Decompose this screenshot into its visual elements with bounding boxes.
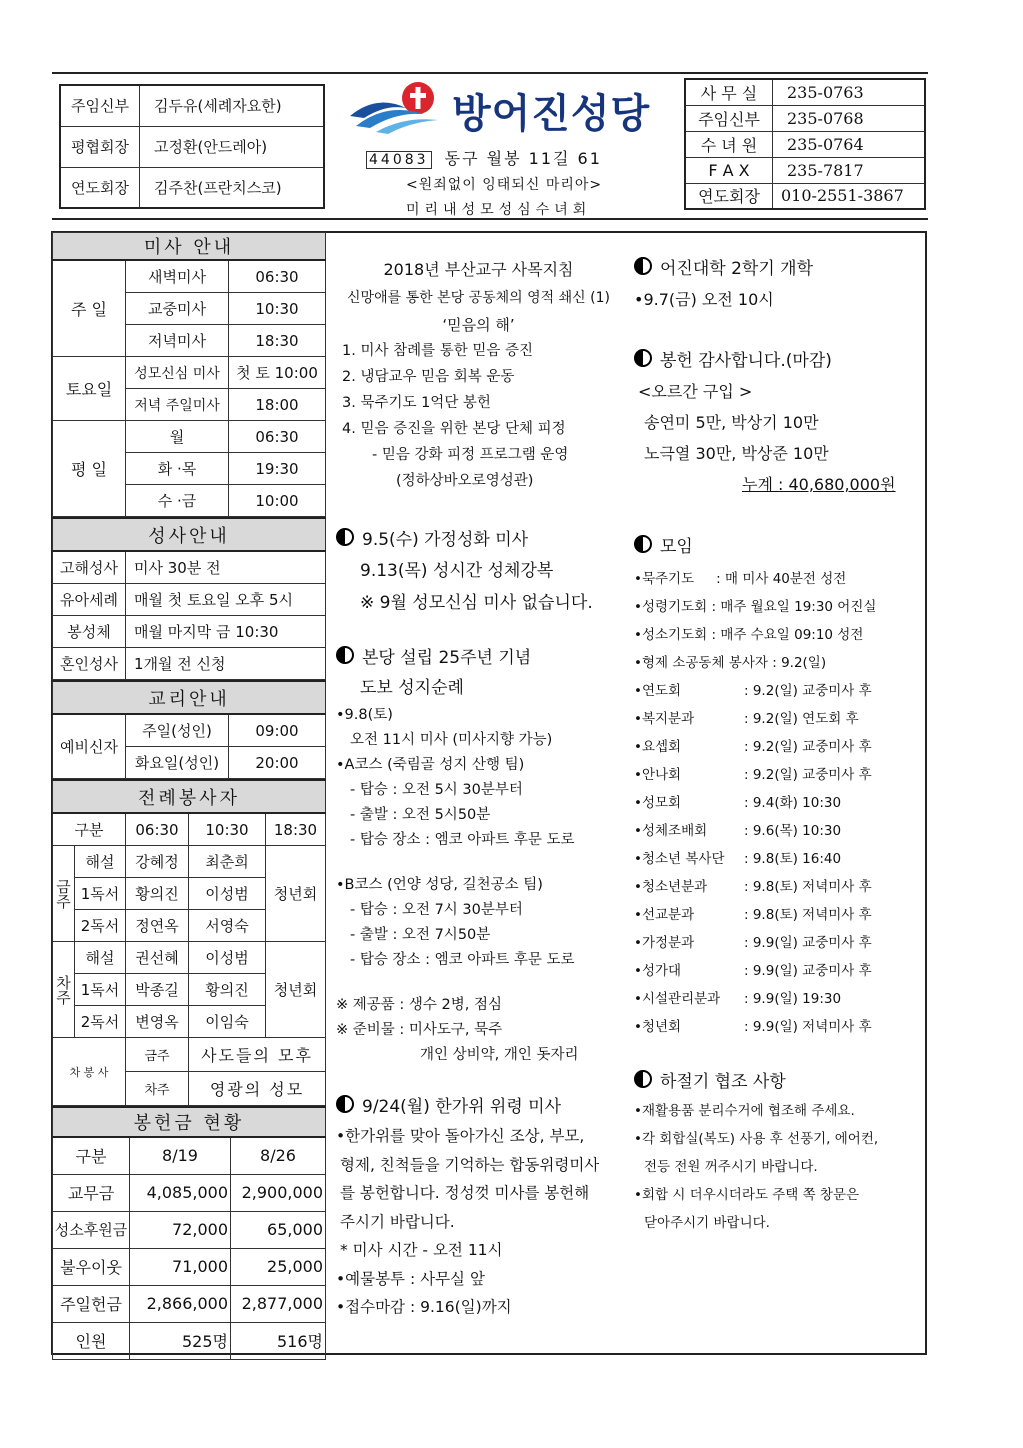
- meeting-item: [634, 677, 924, 705]
- r-sec2-heading: [634, 346, 924, 376]
- offering-label: 교무금: [53, 1174, 130, 1211]
- liturgy-role: 2독서: [75, 910, 126, 942]
- vehicle-group: 사도들의 모후: [189, 1038, 326, 1072]
- officer-role: 연도회장: [60, 167, 140, 208]
- meeting-name: •복지분과: [634, 711, 695, 727]
- offering-value: 72,000: [130, 1211, 231, 1248]
- middle-section-2: [336, 525, 621, 619]
- mass-time: 18:30: [229, 325, 326, 357]
- sacraments-table: [52, 517, 326, 680]
- doctrine-class: 화요일(성인): [126, 747, 229, 779]
- r-sec3-title: 모임: [660, 537, 693, 557]
- meeting-name: •성체조배회: [634, 823, 708, 839]
- guide-title: 2018년 부산교구 사목지침: [383, 260, 574, 279]
- doctrine-class: 주일(성인): [126, 714, 229, 747]
- contact-value: 235-0764: [773, 131, 926, 157]
- sacrament-info: 1개월 전 신청: [126, 648, 326, 680]
- r-sec4-line: 닫아주시기 바랍니다.: [644, 1215, 770, 1231]
- officers-table: [59, 84, 325, 209]
- r-sec1-heading: [634, 254, 924, 284]
- meeting-time: 9.8(토) 16:40: [752, 851, 842, 867]
- doctrine-time: 09:00: [229, 714, 326, 747]
- meeting-time: 매 미사 40분전 성전: [724, 571, 847, 587]
- offering-value: 525명: [130, 1322, 231, 1359]
- sec3-line: ※ 준비물 : 미사도구, 묵주: [336, 1022, 503, 1038]
- meeting-time: 9.9(일) 교중미사 후: [752, 963, 872, 979]
- meeting-name: •요셉회: [634, 739, 682, 755]
- meeting-item: [634, 649, 924, 677]
- middle-section-4: [336, 1092, 621, 1322]
- offering-header: 구분: [53, 1137, 130, 1174]
- meeting-time: 9.2(일) 교중미사 후: [752, 767, 872, 783]
- mass-name: 수 ·금: [126, 485, 229, 517]
- r-sec4-heading: [634, 1067, 924, 1097]
- meeting-time: 9.4(화) 10:30: [752, 795, 842, 811]
- mass-table: [52, 232, 326, 517]
- half-circle-icon: [634, 1070, 652, 1088]
- offering-value: 2,877,000: [231, 1285, 326, 1322]
- meeting-sep: :: [707, 627, 721, 643]
- offering-value: 2,866,000: [130, 1285, 231, 1322]
- sec3-line: •A코스 (죽림골 성지 산행 팀): [336, 757, 525, 773]
- contact-label: F A X: [685, 157, 773, 183]
- liturgy-person: 이성범: [189, 942, 266, 974]
- meeting-sep: :: [744, 795, 753, 811]
- sec4-line: •예물봉투 : 사무실 앞: [336, 1269, 485, 1288]
- meeting-name: •성소기도회: [634, 627, 708, 643]
- meeting-time: 9.8(토) 저녁미사 후: [752, 879, 872, 895]
- doctrine-table: [52, 680, 326, 779]
- mass-day-sunday: 주 일: [53, 260, 126, 357]
- contact-label: 주임신부: [685, 105, 773, 131]
- mass-name: 저녁미사: [126, 325, 229, 357]
- middle-column: [336, 256, 621, 494]
- sec3-line: 오전 11시 미사 (미사지향 가능): [350, 732, 553, 748]
- mass-time: 06:30: [229, 421, 326, 453]
- sec4-line: •접수마감 : 9.16(일)까지: [336, 1298, 512, 1316]
- meeting-name: •성령기도회: [634, 599, 708, 615]
- mass-time: 19:30: [229, 453, 326, 485]
- officer-name: 김두유(세례자요한): [140, 85, 325, 126]
- sec3-line: ※ 제공품 : 생수 2병, 점심: [336, 997, 502, 1013]
- meeting-sep: :: [744, 683, 753, 699]
- right-section-2: [634, 346, 924, 500]
- meeting-item: [634, 873, 924, 901]
- sec2-line: 9.5(수) 가정성화 미사: [362, 530, 529, 550]
- meeting-sep: :: [744, 1019, 753, 1035]
- guide-item: (정하상바오로영성관): [396, 473, 534, 489]
- contact-label: 수 녀 원: [685, 131, 773, 157]
- r-sec3-heading: [634, 532, 924, 562]
- guide-subtitle: 신망애를 통한 본당 공동체의 영적 쇄신 (1): [347, 290, 610, 306]
- meeting-name: •연도회: [634, 683, 682, 699]
- mass-day-weekday: 평 일: [53, 421, 126, 517]
- meeting-time: 9.2(일) 교중미사 후: [752, 739, 872, 755]
- mass-name: 월: [126, 421, 229, 453]
- meeting-time: 9.6(목) 10:30: [752, 823, 842, 839]
- church-name: 방어진성당: [452, 91, 651, 137]
- meeting-item: [634, 761, 924, 789]
- half-circle-icon: [634, 349, 652, 367]
- sec3-line: •9.8(토): [336, 707, 393, 723]
- meeting-time: 매주 월요일 19:30 어진실: [720, 599, 877, 615]
- mass-name: 성모신심 미사: [126, 357, 229, 389]
- mass-title: 미사 안내: [53, 233, 326, 261]
- meeting-item: [634, 845, 924, 873]
- r-sec2-line: 송연미 5만, 박상기 10만: [644, 413, 819, 432]
- offering-header: 8/26: [231, 1137, 326, 1174]
- mass-name: 교중미사: [126, 293, 229, 325]
- meeting-sep: :: [744, 711, 753, 727]
- right-column: [634, 254, 924, 316]
- sacrament-name: 혼인성사: [53, 648, 126, 680]
- sisters: 미리내성모성심수녀회: [406, 202, 592, 218]
- address: 동구 월봉 11길 61: [444, 149, 602, 168]
- meeting-time: 매주 수요일 09:10 성전: [720, 627, 864, 643]
- r-sec2-total: 누계 : 40,680,000원: [742, 475, 896, 494]
- sec3-line: - 출발 : 오전 7시50분: [350, 927, 491, 943]
- mass-time: 06:30: [229, 260, 326, 293]
- meeting-item: [634, 593, 924, 621]
- liturgy-week-label: 차주: [53, 942, 75, 1038]
- meeting-name: •가정분과: [634, 935, 695, 951]
- liturgy-evening: 청년회: [266, 942, 326, 1038]
- sec4-line: 를 봉헌합니다. 정성껏 미사를 봉헌해: [340, 1184, 590, 1202]
- liturgy-person: 강혜정: [126, 846, 189, 878]
- right-section-3: [634, 532, 924, 1041]
- meeting-item: [634, 929, 924, 957]
- meeting-time: 9.2(일) 연도회 후: [752, 711, 859, 727]
- liturgy-header: 18:30: [266, 813, 326, 846]
- contact-value: 010-2551-3867: [773, 183, 926, 209]
- sacrament-info: 미사 30분 전: [126, 551, 326, 584]
- contact-value: 235-7817: [773, 157, 926, 183]
- r-sec4-line: •각 회합실(복도) 사용 후 선풍기, 에어컨,: [634, 1131, 879, 1147]
- sacrament-name: 유아세례: [53, 584, 126, 616]
- contact-value: 235-0763: [773, 79, 926, 105]
- liturgy-person: 이임숙: [189, 1006, 266, 1038]
- address-line: [366, 146, 602, 169]
- right-section-4: [634, 1067, 924, 1237]
- offering-value: 71,000: [130, 1248, 231, 1285]
- sec4-line: 형제, 친척들을 기억하는 합동위령미사: [340, 1155, 600, 1174]
- r-sec4-line: •회합 시 더우시더라도 주택 쪽 창문은: [634, 1187, 860, 1203]
- officer-name: 고정환(안드레아): [140, 126, 325, 167]
- liturgy-role: 해설: [75, 846, 126, 878]
- mass-name: 새벽미사: [126, 260, 229, 293]
- guide-item: 4. 믿음 증진을 위한 본당 단체 피정: [342, 421, 566, 437]
- offering-value: 2,900,000: [231, 1174, 326, 1211]
- half-circle-icon: [634, 257, 652, 275]
- meeting-sep: :: [744, 991, 753, 1007]
- meeting-name: •선교분과: [634, 907, 695, 923]
- liturgy-person: 서영숙: [189, 910, 266, 942]
- meeting-sep: :: [744, 767, 753, 783]
- liturgy-header: 구분: [53, 813, 126, 846]
- offering-value: 516명: [231, 1322, 326, 1359]
- contact-value: 235-0768: [773, 105, 926, 131]
- contacts-table: [684, 78, 926, 210]
- sec3-line: - 탑승 장소 : 엠코 아파트 후문 도로: [350, 952, 575, 968]
- sec4-line: * 미사 시간 - 오전 11시: [340, 1241, 503, 1259]
- sec3-line: •B코스 (언양 성당, 길천공소 팀): [336, 877, 543, 893]
- sec2-line: ※ 9월 성모신심 미사 없습니다.: [360, 593, 593, 613]
- offering-title: 봉헌금 현황: [53, 1107, 326, 1137]
- guide-item: - 믿음 강화 피정 프로그램 운영: [372, 447, 569, 463]
- sec3-title2: 도보 성지순례: [360, 678, 464, 698]
- offering-label: 주일헌금: [53, 1285, 130, 1322]
- mass-name: 저녁 주일미사: [126, 389, 229, 421]
- meeting-sep: :: [744, 963, 753, 979]
- r-sec4-title: 하절기 협조 사항: [660, 1072, 786, 1092]
- meeting-name: •성모회: [634, 795, 682, 811]
- meeting-name: •형제 소공동체 봉사자: [634, 655, 768, 671]
- liturgy-person: 최춘희: [189, 846, 266, 878]
- contact-label: 사 무 실: [685, 79, 773, 105]
- meeting-sep: :: [744, 907, 753, 923]
- meeting-time: 9.9(일) 저녁미사 후: [752, 1019, 872, 1035]
- vehicle-week: 차주: [126, 1072, 189, 1106]
- doctrine-title: 교리안내: [53, 681, 326, 714]
- doctrine-label: 예비신자: [53, 714, 126, 779]
- r-sec1-line: •9.7(금) 오전 10시: [634, 290, 774, 309]
- meeting-name: •묵주기도: [634, 571, 695, 587]
- r-sec2-line: <오르간 구입 >: [638, 382, 753, 401]
- sec3-line: - 출발 : 오전 5시50분: [350, 807, 491, 823]
- sacrament-info: 매월 마지막 금 10:30: [126, 616, 326, 648]
- sacrament-info: 매월 첫 토요일 오후 5시: [126, 584, 326, 616]
- sec4-heading: [336, 1092, 621, 1122]
- liturgy-person: 권선혜: [126, 942, 189, 974]
- officer-role: 평협회장: [60, 126, 140, 167]
- meeting-time: 9.9(일) 19:30: [752, 991, 842, 1007]
- guide-item: 1. 미사 참례를 통한 믿음 증진: [342, 343, 533, 359]
- officer-name: 김주찬(프란치스코): [140, 167, 325, 208]
- liturgy-role: 1독서: [75, 974, 126, 1006]
- liturgy-evening: 청년회: [266, 846, 326, 942]
- sec3-line: - 탑승 : 오전 5시 30분부터: [350, 782, 523, 798]
- meeting-sep: :: [767, 655, 782, 671]
- liturgy-person: 이성범: [189, 878, 266, 910]
- meeting-sep: :: [744, 823, 753, 839]
- sec3-line: - 탑승 : 오전 7시 30분부터: [350, 902, 523, 918]
- offering-value: 4,085,000: [130, 1174, 231, 1211]
- meeting-time: 9.2(일) 교중미사 후: [752, 683, 872, 699]
- meeting-item: [634, 565, 924, 593]
- sacraments-title: 성사안내: [53, 518, 326, 551]
- liturgy-table: [52, 779, 326, 1106]
- motto: <원죄없이 잉태되신 마리아>: [406, 177, 603, 193]
- meeting-name: •청소년 복사단: [634, 851, 725, 867]
- mass-time: 18:00: [229, 389, 326, 421]
- guide-item: 2. 냉담교우 믿음 회복 운동: [342, 369, 515, 385]
- meeting-item: [634, 621, 924, 649]
- meeting-name: •청년회: [634, 1019, 682, 1035]
- mass-time: 첫 토 10:00: [229, 357, 326, 389]
- sacrament-name: 봉성체: [53, 616, 126, 648]
- meeting-sep: :: [707, 599, 721, 615]
- sec4-title: 9/24(월) 한가위 위령 미사: [362, 1097, 562, 1117]
- meeting-name: •성가대: [634, 963, 682, 979]
- liturgy-person: 박종길: [126, 974, 189, 1006]
- offering-value: 25,000: [231, 1248, 326, 1285]
- meeting-sep: :: [744, 851, 753, 867]
- church-logo: [346, 76, 446, 136]
- sec3-line: 개인 상비약, 개인 돗자리: [420, 1047, 579, 1063]
- meeting-name: •시설관리분과: [634, 991, 721, 1007]
- mass-time: 10:30: [229, 293, 326, 325]
- liturgy-header: 06:30: [126, 813, 189, 846]
- meeting-item: [634, 985, 924, 1013]
- meeting-sep: :: [744, 879, 753, 895]
- r-sec1-title: 어진대학 2학기 개학: [660, 259, 813, 279]
- half-circle-icon: [634, 535, 652, 553]
- sec3-line: - 탑승 장소 : 엠코 아파트 후문 도로: [350, 832, 575, 848]
- r-sec4-line: 전등 전원 꺼주시기 바랍니다.: [644, 1159, 818, 1175]
- liturgy-person: 황의진: [126, 878, 189, 910]
- meeting-item: [634, 789, 924, 817]
- offering-header: 8/19: [130, 1137, 231, 1174]
- left-column: [52, 232, 326, 1360]
- sec3-heading: [336, 643, 621, 673]
- liturgy-week-label: 금주: [53, 846, 75, 942]
- offering-table: [52, 1106, 326, 1360]
- vehicle-week: 금주: [126, 1038, 189, 1072]
- sec2-heading: [336, 525, 621, 555]
- meeting-sep: :: [716, 571, 725, 587]
- meeting-name: •안나회: [634, 767, 682, 783]
- sacrament-name: 고해성사: [53, 551, 126, 584]
- r-sec2-title: 봉헌 감사합니다.(마감): [660, 351, 832, 371]
- liturgy-role: 2독서: [75, 1006, 126, 1038]
- sec3-title1: 본당 설립 25주년 기념: [362, 648, 532, 668]
- meeting-time: 9.2(일): [781, 655, 827, 671]
- liturgy-person: 황의진: [189, 974, 266, 1006]
- middle-section-3: [336, 643, 621, 1068]
- meeting-item: [634, 901, 924, 929]
- r-sec2-line: 노극열 30만, 박상준 10만: [644, 444, 829, 463]
- liturgy-person: 변영옥: [126, 1006, 189, 1038]
- meeting-item: [634, 733, 924, 761]
- sec2-line: 9.13(목) 성시간 성체강복: [360, 561, 554, 581]
- officer-role: 주임신부: [60, 85, 140, 126]
- half-circle-icon: [336, 528, 354, 546]
- meeting-name: •청소년분과: [634, 879, 708, 895]
- liturgy-role: 해설: [75, 942, 126, 974]
- meeting-item: [634, 1013, 924, 1041]
- half-circle-icon: [336, 646, 354, 664]
- mass-name: 화 ·목: [126, 453, 229, 485]
- meeting-sep: :: [744, 935, 753, 951]
- contact-label: 연도회장: [685, 183, 773, 209]
- meetings-list: [634, 565, 924, 1041]
- mass-day-saturday: 토요일: [53, 357, 126, 421]
- offering-label: 성소후원금: [53, 1211, 130, 1248]
- meeting-time: 9.8(토) 저녁미사 후: [752, 907, 872, 923]
- offering-value: 65,000: [231, 1211, 326, 1248]
- guide-item: 3. 묵주기도 1억단 봉헌: [342, 395, 491, 411]
- guide-theme: ‘믿음의 해’: [442, 316, 515, 334]
- offering-label: 인원: [53, 1322, 130, 1359]
- offering-label: 불우이웃: [53, 1248, 130, 1285]
- mass-time: 10:00: [229, 485, 326, 517]
- sec4-line: 주시기 바랍니다.: [340, 1212, 455, 1231]
- vehicle-label: 차 봉 사: [53, 1038, 126, 1106]
- meeting-time: 9.9(일) 교중미사 후: [752, 935, 872, 951]
- r-sec4-line: •재활용품 분리수거에 협조해 주세요.: [634, 1103, 855, 1119]
- vehicle-group: 영광의 성모: [189, 1072, 326, 1106]
- meeting-sep: :: [744, 739, 753, 755]
- postcode: 44083: [366, 151, 432, 169]
- meeting-item: [634, 705, 924, 733]
- liturgy-title: 전례봉사자: [53, 780, 326, 813]
- half-circle-icon: [336, 1095, 354, 1113]
- liturgy-role: 1독서: [75, 878, 126, 910]
- liturgy-person: 정연옥: [126, 910, 189, 942]
- meeting-item: [634, 957, 924, 985]
- doctrine-time: 20:00: [229, 747, 326, 779]
- meeting-item: [634, 817, 924, 845]
- liturgy-header: 10:30: [189, 813, 266, 846]
- sec4-line: •한가위를 맞아 돌아가신 조상, 부모,: [336, 1127, 585, 1145]
